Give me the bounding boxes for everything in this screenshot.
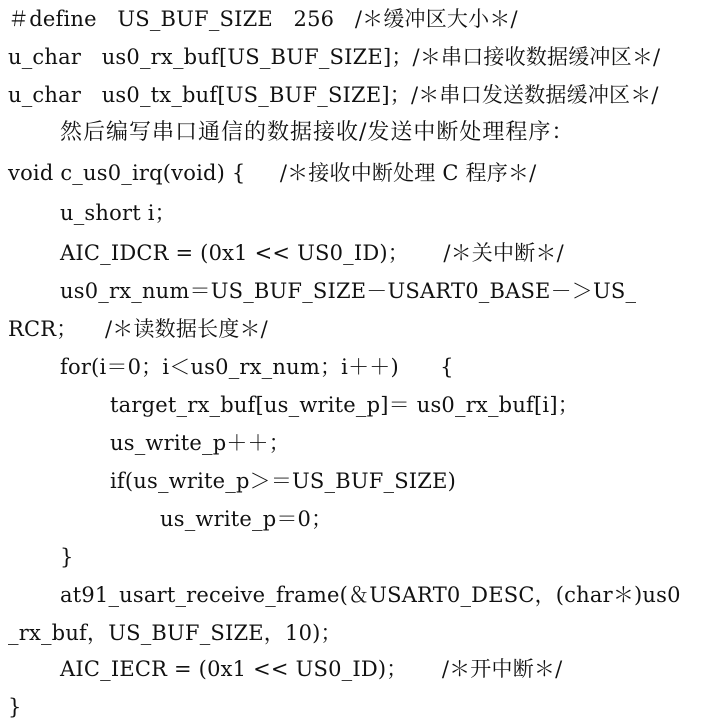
function-signature: void c_us0_irq(void) { /＊接收中断处理 C 程序＊/: [8, 161, 537, 185]
reset-pointer-line: us_write_p＝0；: [160, 507, 333, 531]
buffer-copy-line: target_rx_buf[us_write_p]＝ us0_rx_buf[i]；: [110, 393, 579, 417]
receive-frame-call: at91_usart_receive_frame(＆USART0_DESC，(char＊)us0: [60, 583, 681, 607]
define-line: ＃define US_BUF_SIZE 256 /＊缓冲区大小＊/: [8, 7, 518, 31]
rx-num-assignment: us0_rx_num＝US_BUF_SIZE－USART0_BASE－＞US_: [60, 279, 637, 303]
receive-frame-call-continued: _rx_buf，US_BUF_SIZE，10)；: [8, 621, 342, 645]
increment-line: us_write_p＋＋；: [110, 431, 290, 455]
disable-interrupt-line: AIC_IDCR = (0x1 << US0_ID)； /＊关中断＊/: [60, 241, 564, 265]
enable-interrupt-line: AIC_IECR = (0x1 << US0_ID)； /＊开中断＊/: [60, 657, 563, 681]
rx-num-assignment-continued: RCR； /＊读数据长度＊/: [8, 317, 268, 341]
loop-close-brace: }: [60, 545, 74, 569]
if-condition-line: if(us_write_p＞＝US_BUF_SIZE): [110, 469, 457, 493]
for-loop-header: for(i＝0；i＜us0_rx_num；i＋＋) {: [60, 355, 454, 379]
intro-text: 然后编写串口通信的数据接收/发送中断处理程序：: [60, 120, 575, 145]
function-close-brace: }: [8, 695, 22, 719]
rx-buffer-declaration: u_char us0_rx_buf[US_BUF_SIZE]；/＊串口接收数据缓冲区＊/: [8, 45, 661, 69]
tx-buffer-declaration: u_char us0_tx_buf[US_BUF_SIZE]；/＊串口发送数据缓冲区＊/: [8, 83, 659, 107]
variable-declaration: u_short i；: [60, 201, 176, 225]
